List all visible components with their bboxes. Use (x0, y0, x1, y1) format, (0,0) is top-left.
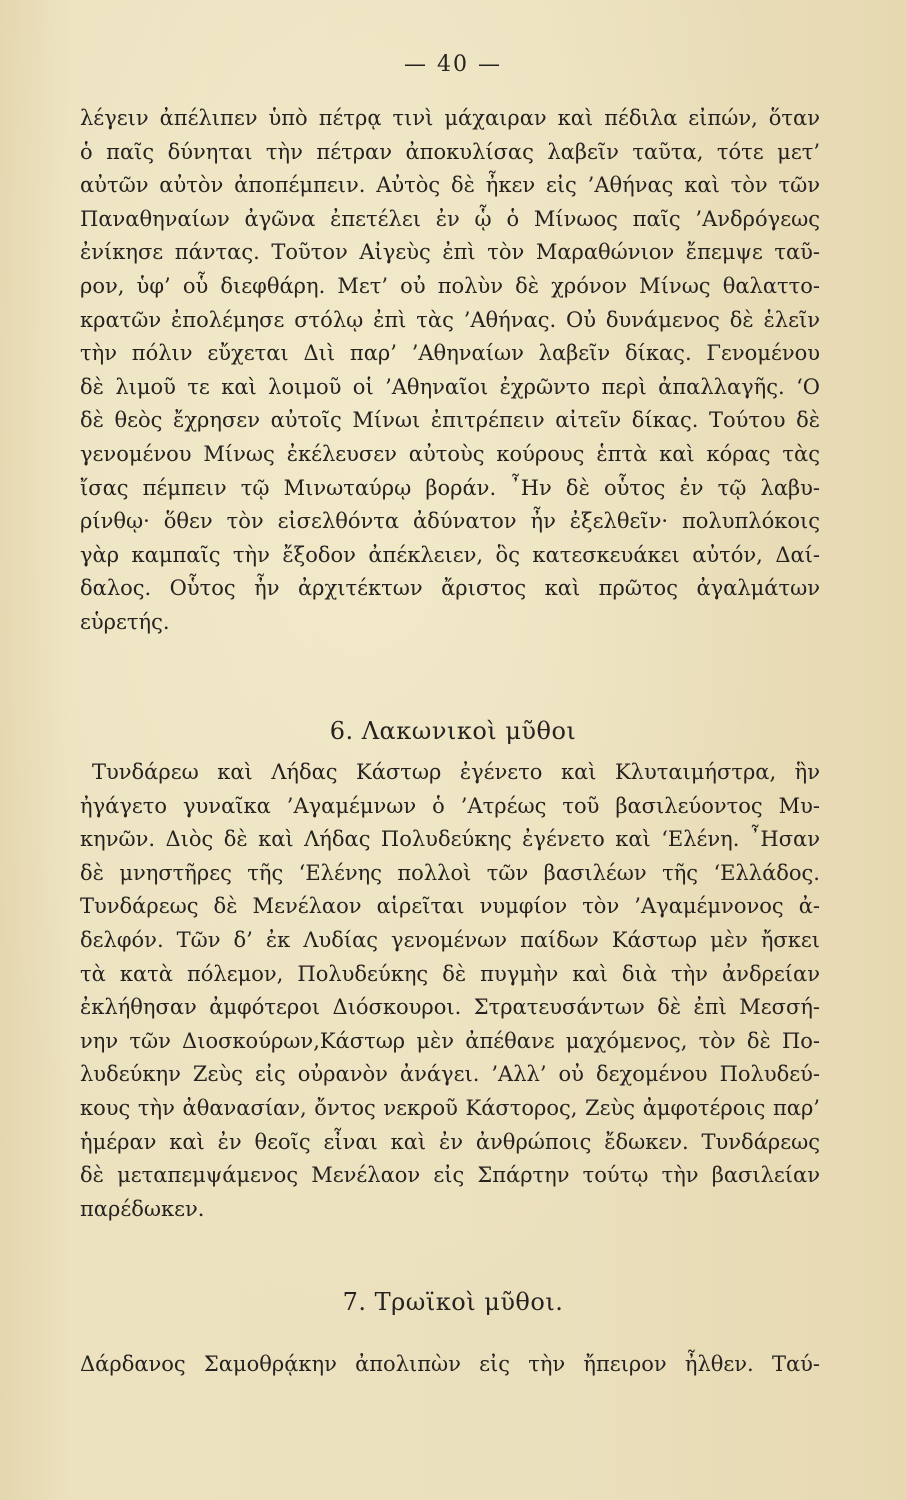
paragraph-minos (80, 102, 820, 640)
text-line: γὰρ καμπαῖς τὴν ἔξοδον ἀπέκλειεν, ὃς κατεσκευάκει αὐτόν, Δαί- (80, 542, 820, 567)
paragraph-tyndareus (80, 756, 820, 1226)
text-line: ἠγάγετο γυναῖκα ’Αγαμέμνων ὁ ’Ατρέως τοῦ βασιλεύοντος Μυ- (80, 793, 820, 818)
text-line: παρέδωκεν. (80, 1196, 205, 1221)
text-line: δαλος. Οὗτος ἦν ἀρχιτέκτων ἄριστος καὶ πρῶτος ἀγαλμάτων (80, 576, 820, 601)
text-line: κρατῶν ἐπολέμησε στόλῳ ἐπὶ τὰς ’Αθήνας. Οὐ δυνάμενος δὲ ἑλεῖν (80, 307, 820, 332)
text-line: λυδεύκην Ζεὺς εἰς οὐρανὸν ἀνάγει. ’Αλλ’ οὐ δεχομένου Πολυδεύ- (80, 1062, 820, 1087)
text-line: λέγειν ἀπέλιπεν ὑπὸ πέτρᾳ τινὶ μάχαιραν καὶ πέδιλα εἰπών, ὅταν (80, 106, 820, 130)
text-line: ρίνθῳ· ὅθεν τὸν εἰσελθόντα ἀδύνατον ἦν ἐξελθεῖν· πολυπλόκοις (80, 509, 820, 534)
text-line: ἡμέραν καὶ ἐν θεοῖς εἶναι καὶ ἐν ἀνθρώποις ἔδωκεν. Τυνδάρεως (80, 1129, 820, 1154)
paragraph-dardanus (80, 1348, 820, 1382)
text-line: εὑρετής. (80, 609, 170, 634)
text-line: γενομένου Μίνως ἐκέλευσεν αὐτοὺς κούρους ἑπτὰ καὶ κόρας τὰς (80, 441, 820, 466)
text-line: τὰ κατὰ πόλεμον, Πολυδεύκης δὲ πυγμὴν καὶ διὰ τὴν ἀνδρείαν (80, 961, 820, 986)
text-line: Παναθηναίων ἀγῶνα ἐπετέλει ἐν ᾧ ὁ Μίνωος παῖς ’Ανδρόγεως (80, 206, 820, 231)
section-heading-laconian-myths: 6. Λακωνικοὶ μῦθοι (329, 717, 577, 745)
text-line: ρον, ὑφ’ οὗ διεφθάρη. Μετ’ οὐ πολὺν δὲ χρόνον Μίνως θαλαττο- (80, 273, 820, 298)
text-line: ὁ παῖς δύνηται τὴν πέτραν ἀποκυλίσας λαβεῖν ταῦτα, τότε μετ’ (80, 139, 820, 164)
section-heading-trojan-myths: 7. Τρωϊκοὶ μῦθοι. (342, 1288, 564, 1316)
text-line: Δάρδανος Σαμοθρᾴκην ἀπολιπὼν εἰς τὴν ἤπειρον ἦλθεν. Ταύ- (80, 1352, 820, 1376)
text-line: τὴν πόλιν εὔχεται Διὶ παρ’ ’Αθηναίων λαβεῖν δίκας. Γενομένου (80, 341, 820, 366)
text-line: κους τὴν ἀθανασίαν, ὄντος νεκροῦ Κάστορος, Ζεὺς ἀμφοτέροις παρ’ (80, 1095, 820, 1120)
text-line: νην τῶν Διοσκούρων,Κάστωρ μὲν ἀπέθανε μαχόμενος, τὸν δὲ Πο- (80, 1028, 820, 1053)
text-line: ἐκλήθησαν ἀμφότεροι Διόσκουροι. Στρατευσάντων δὲ ἐπὶ Μεσσή- (80, 995, 820, 1020)
text-line: αὐτῶν αὐτὸν ἀποπέμπειν. Αὐτὸς δὲ ἦκεν εἰς ’Αθήνας καὶ τὸν τῶν (80, 173, 820, 198)
text-line: Τυνδάρεως δὲ Μενέλαον αἱρεῖται νυμφίον τὸν ’Αγαμέμνονος ἀ- (80, 894, 820, 919)
text-line: Τυνδάρεω καὶ Λήδας Κάστωρ ἐγένετο καὶ Κλυταιμήστρα, ἣν (92, 760, 820, 784)
text-line: δὲ θεὸς ἔχρησεν αὐτοῖς Μίνωι ἐπιτρέπειν αἰτεῖν δίκας. Τούτου δὲ (80, 408, 820, 433)
text-line: δὲ μεταπεμψάμενος Μενέλαον εἰς Σπάρτην τούτῳ τὴν βασιλείαν (80, 1163, 820, 1188)
text-line: δελφόν. Τῶν δ’ ἐκ Λυδίας γενομένων παίδων Κάστωρ μὲν ἤσκει (80, 927, 820, 952)
text-line: ἐνίκησε πάντας. Τοῦτον Αἰγεὺς ἐπὶ τὸν Μαραθώνιον ἔπεμψε ταῦ- (80, 240, 820, 265)
text-line: κηνῶν. Διὸς δὲ καὶ Λήδας Πολυδεύκης ἐγένετο καὶ ‘Ελένη. ῏Ησαν (80, 827, 820, 852)
page-number: — 40 — (404, 52, 502, 77)
text-line: ἴσας πέμπειν τῷ Μινωταύρῳ βοράν. ῏Ην δὲ οὗτος ἐν τῷ λαβυ- (80, 475, 820, 500)
text-line: δὲ μνηστῆρες τῆς ‘Ελένης πολλοὶ τῶν βασιλέων τῆς ‘Ελλάδος. (80, 860, 820, 885)
text-line: δὲ λιμοῦ τε καὶ λοιμοῦ οἱ ’Αθηναῖοι ἐχρῶντο περὶ ἀπαλλαγῆς. ‘Ο (80, 374, 820, 399)
